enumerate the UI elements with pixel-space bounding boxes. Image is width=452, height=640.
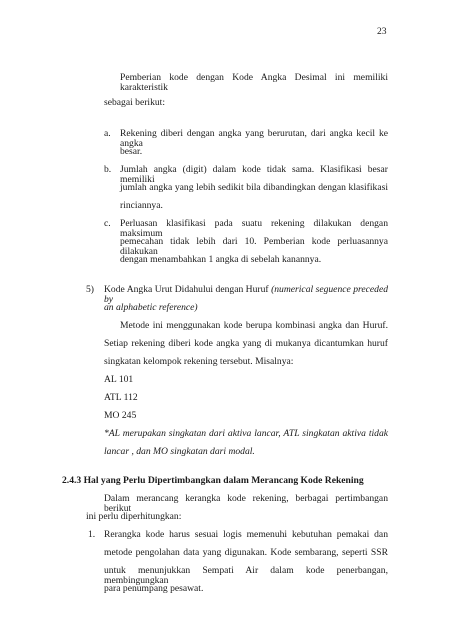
note-line-2: lancar , dan MO singkatan dari modal. (104, 446, 255, 457)
section-para-line-2: ini perlu diperhitungkan: (86, 511, 182, 522)
example-line-2: ATL 112 (104, 392, 138, 403)
intro-line-2: sebagai berikut: (104, 97, 166, 108)
list-marker-b: b. (104, 164, 112, 175)
list-c-line-2: pemecahan tidak lebih dari 10. Pemberian kode perluasannya dilakukan (120, 236, 388, 257)
section-list-marker-1: 1. (88, 529, 96, 540)
section-list-1-line-1: Rerangka kode harus sesuai logis memenuhi kebutuhan pemakai dan (104, 529, 388, 540)
item5-marker: 5) (86, 284, 94, 295)
list-b-line-3: rinciannya. (120, 200, 163, 211)
list-marker-c: c. (104, 218, 111, 229)
item5-title-line-2: an alphabetic reference) (104, 302, 198, 313)
page-number: 23 (377, 26, 387, 37)
example-line-1: AL 101 (104, 374, 134, 385)
item5-title: Kode Angka Urut Didahului dengan Huruf (numerical seguence preceded by (104, 284, 388, 305)
section-list-1-line-4: para penumpang pesawat. (104, 583, 204, 594)
section-list-1-line-2: metode pengolahan data yang digunakan. Kode sembarang, seperti SSR (104, 547, 388, 558)
list-a-line-2: besar. (120, 146, 143, 157)
item5-para-line-3: singkatan kelompok rekening tersebut. Misalnya: (104, 356, 294, 367)
list-marker-a: a. (104, 128, 111, 139)
item5-para-line-2: Setiap rekening diberi kode angka yang di mukanya dicantumkan huruf (104, 338, 388, 349)
list-b-line-1: Jumlah angka (digit) dalam kode tidak sama. Klasifikasi besar memiliki (120, 164, 388, 185)
section-number: 2.4.3 (62, 475, 82, 486)
list-b-line-2: jumlah angka yang lebih sedikit bila dibandingkan dengan klasifikasi (120, 182, 388, 193)
section-para-line-1: Dalam merancang kerangka kode rekening, berbagai pertimbangan berikut (104, 493, 388, 514)
list-a-line-1: Rekening diberi dengan angka yang berurutan, dari angka kecil ke angka (120, 128, 388, 149)
section-list-1-line-3: untuk menunjukkan Sempati Air dalam kode penerbangan, membingungkan (104, 565, 388, 586)
list-c-line-1: Perluasan klasifikasi pada suatu rekening dilakukan dengan maksimum (120, 218, 388, 239)
example-line-3: MO 245 (104, 410, 137, 421)
note-line-1: *AL merupakan singkatan dari aktiva lancar, ATL singkatan aktiva tidak (104, 428, 388, 439)
list-c-line-3: dengan menambahkan 1 angka di sebelah kanannya. (120, 254, 322, 265)
section-heading (62, 476, 364, 486)
intro-line-1: Pemberian kode dengan Kode Angka Desimal ini memiliki karakteristik (120, 72, 388, 93)
item5-para-line-1: Metode ini menggunakan kode berupa kombinasi angka dan Huruf. (120, 320, 388, 331)
section-title: Hal yang Perlu Dipertimbangkan dalam Merancang Kode Rekening (83, 475, 364, 486)
